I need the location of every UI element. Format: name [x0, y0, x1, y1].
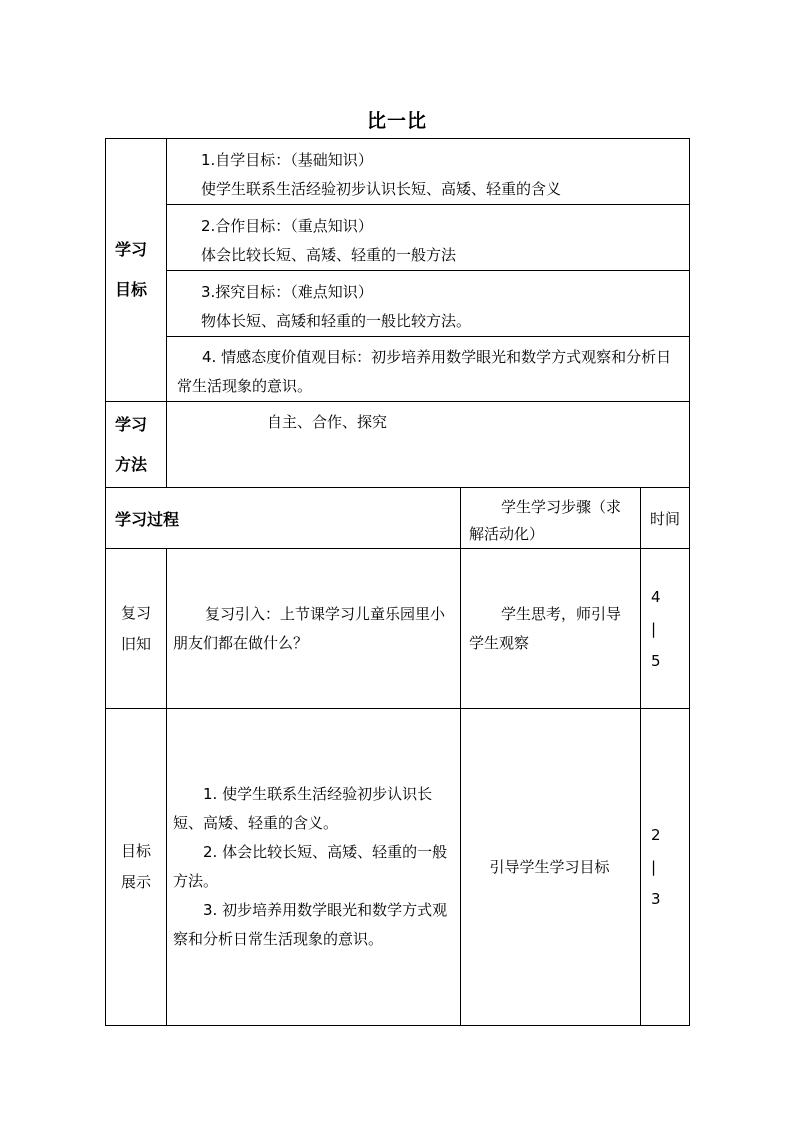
- objective-text: 物体长短、高矮和轻重的一般比较方法。: [201, 312, 472, 330]
- goal-display-label: 目标 展示: [106, 709, 167, 1026]
- review-row: [106, 549, 690, 709]
- objective-heading: 2.合作目标：（重点知识）: [201, 217, 373, 235]
- objective-row-3: [106, 271, 690, 337]
- objective-heading: 1.自学目标：（基础知识）: [201, 151, 373, 169]
- objective-text: 4. 情感态度价值观目标：初步培养用数学眼光和数学方式观察和分析日常生活现象的意识。: [167, 337, 690, 402]
- time-header: 时间: [641, 488, 690, 549]
- objective-item: [167, 139, 690, 205]
- objective-text: 体会比较长短、高矮、轻重的一般方法: [201, 246, 457, 264]
- steps-header: 学生学习步骤（求解活动化）: [461, 488, 641, 549]
- goal-display-steps: 引导学生学习目标: [461, 709, 641, 1026]
- review-content: 复习引入：上节课学习儿童乐园里小朋友们都在做什么？: [167, 549, 461, 709]
- review-time: 4 | 5: [641, 549, 690, 709]
- lesson-plan-table: [105, 138, 690, 1026]
- objective-row-2: [106, 205, 690, 271]
- objective-heading: 3.探究目标：（难点知识）: [201, 283, 373, 301]
- objective-row-4: [106, 337, 690, 402]
- process-header-row: [106, 488, 690, 549]
- goal-display-row: [106, 709, 690, 1026]
- objective-text: 使学生联系生活经验初步认识长短、高矮、轻重的含义: [201, 180, 562, 198]
- objectives-label: 学习 目标: [106, 139, 167, 402]
- process-label: 学习过程: [106, 488, 461, 549]
- goal-display-time: 2 | 3: [641, 709, 690, 1026]
- method-label: 学习 方法: [106, 402, 167, 488]
- method-row: [106, 402, 690, 488]
- objective-item: [167, 271, 690, 337]
- review-label: 复习 旧知: [106, 549, 167, 709]
- method-text: 自主、合作、探究: [167, 402, 690, 488]
- page-title: 比一比: [366, 110, 427, 132]
- goal-display-content: 1. 使学生联系生活经验初步认识长短、高矮、轻重的含义。 2. 体会比较长短、高矮、轻重的一般方法。 3. 初步培养用数学眼光和数学方式观察和分析日常生活现象的意识。: [167, 709, 461, 1026]
- objective-row-1: [106, 139, 690, 205]
- review-steps: 学生思考，师引导学生观察: [461, 549, 641, 709]
- objective-item: [167, 205, 690, 271]
